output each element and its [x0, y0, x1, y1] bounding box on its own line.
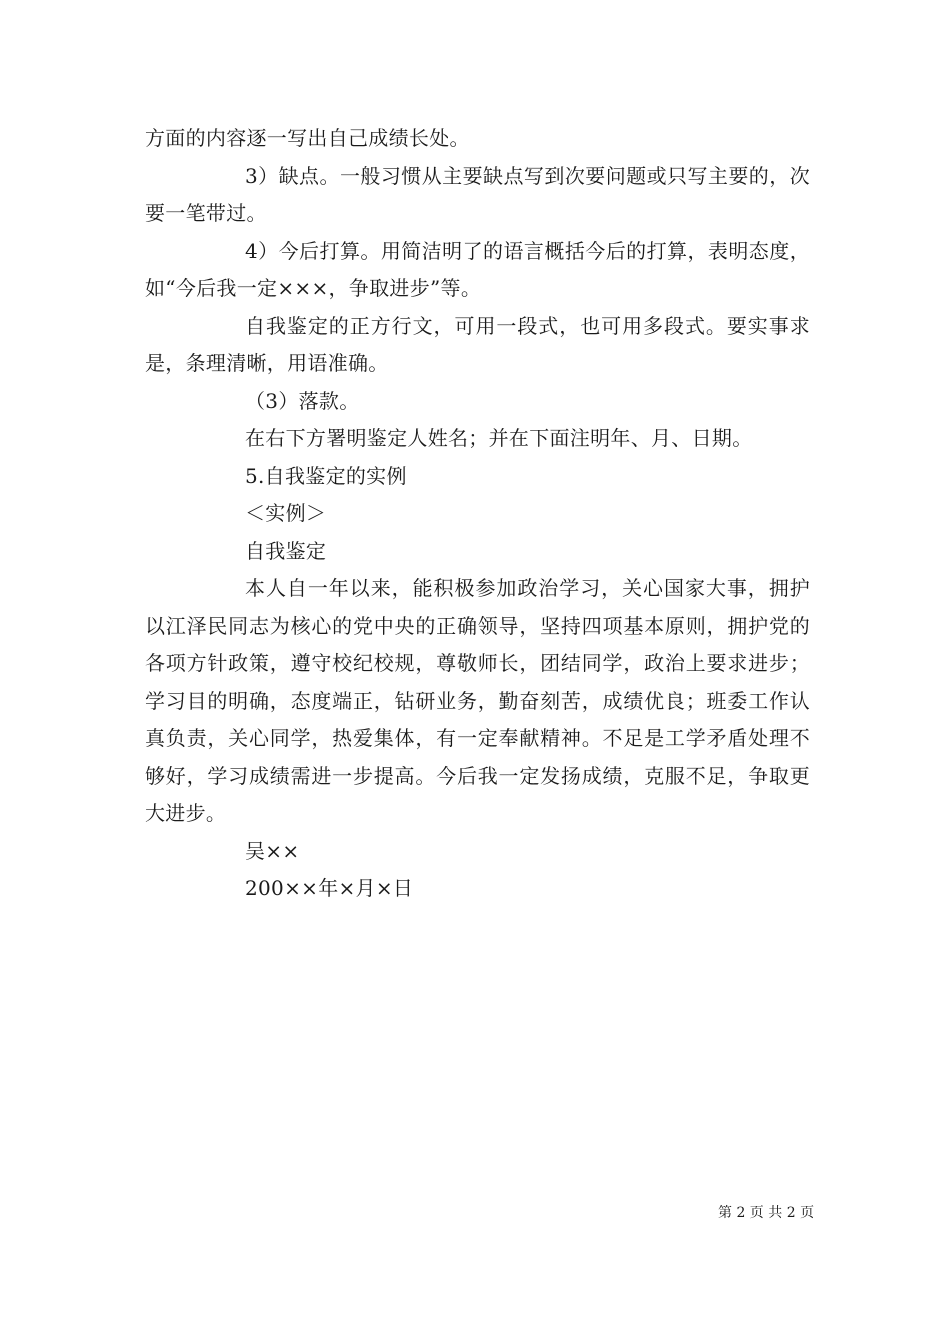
paragraph-continuation: 方面的内容逐一写出自己成绩长处。 — [145, 126, 470, 150]
example-title: 自我鉴定 — [245, 538, 327, 563]
paragraph-weaknesses: 3）缺点。一般习惯从主要缺点写到次要问题或只写主要的，次要一笔带过。 — [145, 163, 810, 225]
example-body: 本人自一年以来，能积极参加政治学习，关心国家大事，拥护以江泽民同志为核心的党中央的正确领导，坚持四项基本原则，拥护党的各项方针政策，遵守校纪校规，尊敬师长，团结同学，政治上要求进步；学习目的明确，态度端正，钻研业务，勤奋刻苦，成绩优良；班委工作认真负责，关心同学，热爱集体，有一定奉献精神。不足是工学矛盾处理不够好，学习成绩需进一步提高。今后我一定发扬成绩，克服不足，争取更大进步。 — [145, 576, 810, 825]
document-body — [145, 120, 810, 908]
example-signature-date: 200××年×月×日 — [245, 876, 414, 900]
example-label: ＜实例＞ — [245, 501, 327, 525]
paragraph-body-format: 自我鉴定的正方行文，可用一段式，也可用多段式。要实事求是，条理清晰，用语准确。 — [145, 313, 810, 375]
paragraph-signature-heading: （3）落款。 — [245, 388, 360, 413]
section-heading-example: 5.自我鉴定的实例 — [245, 463, 407, 488]
paragraph-signature-instructions: 在右下方署明鉴定人姓名；并在下面注明年、月、日期。 — [245, 426, 753, 450]
paragraph-future-plans: 4）今后打算。用简洁明了的语言概括今后的打算，表明态度，如“今后我一定×××，争取进步”等。 — [145, 238, 810, 300]
example-signature-name: 吴×× — [245, 838, 300, 863]
page-number-footer: 第 2 页 共 2 页 — [718, 1205, 815, 1221]
